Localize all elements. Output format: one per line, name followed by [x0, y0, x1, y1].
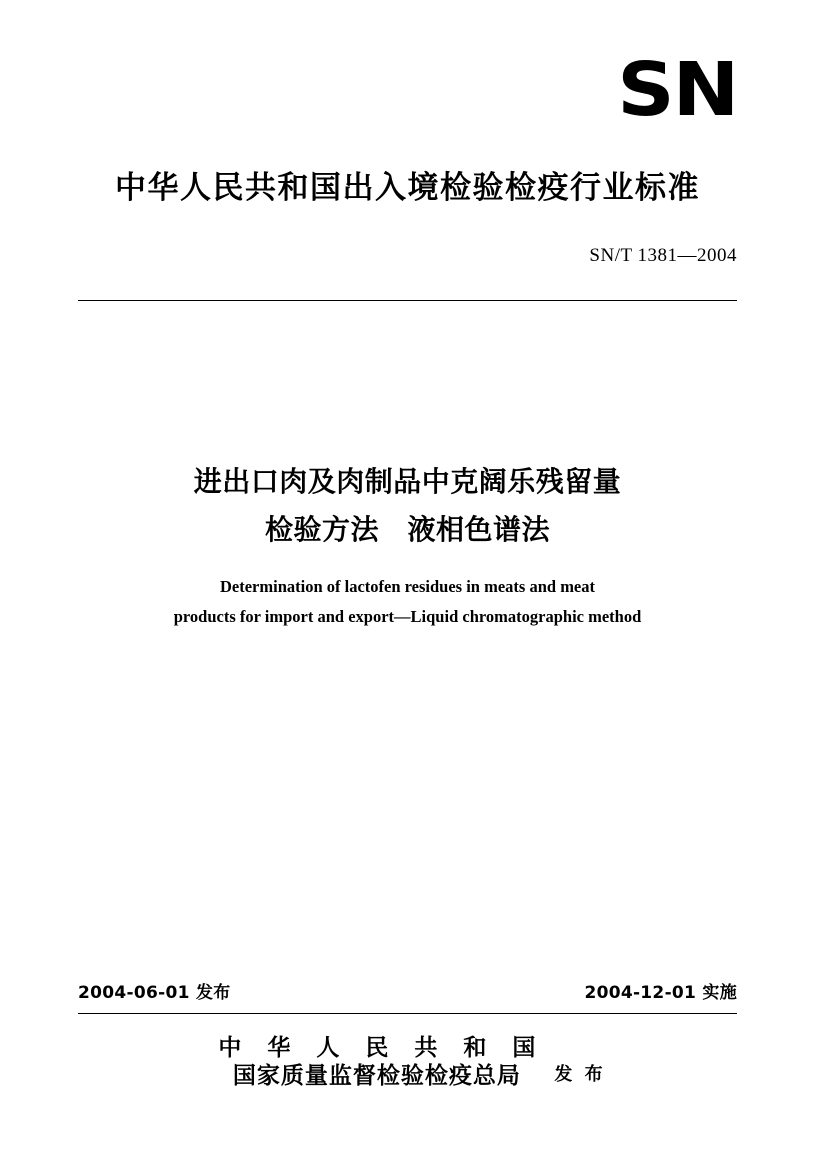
implementation-date: 2004-12-01 实施 [584, 983, 737, 1003]
sn-logo [537, 47, 737, 133]
sn-logo-icon: SN [616, 47, 737, 133]
publisher-name-line2: 国家质量监督检验检疫总局 [232, 1063, 521, 1089]
issue-date: 2004-06-01 发布 [78, 983, 231, 1003]
header-divider [78, 300, 737, 301]
document-title-english-line1: Determination of lactofen residues in meats and meat [219, 577, 596, 596]
publish-verb: 发 布 [554, 1064, 606, 1085]
document-title-english-line2: products for import and export—Liquid chromatographic method [173, 607, 642, 626]
publisher-block [0, 1034, 815, 1090]
document-title-chinese [0, 458, 815, 554]
document-title-chinese-line2: 检验方法 液相色谱法 [264, 513, 550, 546]
standard-number: SN/T 1381—2004 [589, 245, 737, 266]
publisher-name-line1: 中 华 人 民 共 和 国 [218, 1035, 545, 1061]
document-title-english [0, 572, 815, 632]
issuing-organization-title: 中华人民共和国出入境检验检疫行业标准 [115, 170, 700, 206]
footer-divider [78, 1013, 737, 1014]
document-title-chinese-line1: 进出口肉及肉制品中克阔乐残留量 [193, 465, 622, 498]
publisher-name [209, 1034, 544, 1090]
